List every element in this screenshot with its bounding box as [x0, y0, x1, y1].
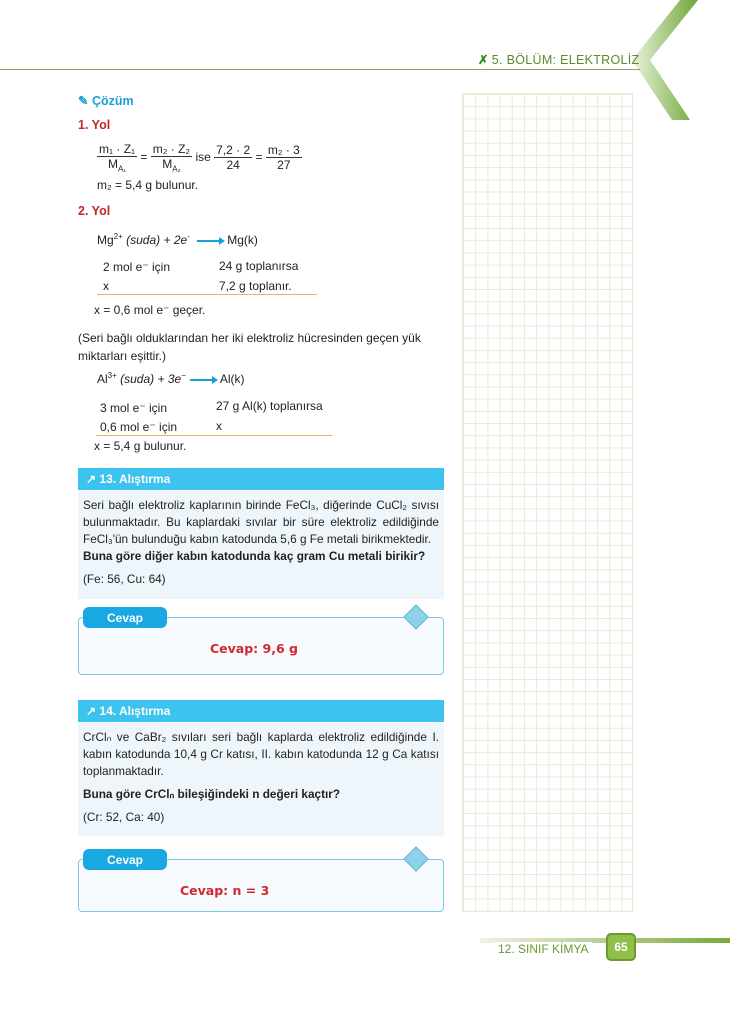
header-rule: [0, 69, 640, 70]
table-cell: 2 mol e⁻ için: [103, 260, 171, 274]
notes-grid: [462, 93, 633, 912]
share-icon: ↗: [86, 704, 97, 718]
solution-heading: ✎ Çözüm: [78, 94, 134, 108]
divider: [97, 294, 317, 295]
exercise-13-body: [78, 491, 444, 599]
share-icon: ↗: [86, 472, 97, 486]
way1-equation: $\frac{\text{m₁ · Z₁}}{M_{A_1}}$ = $\frac{\text{m₂ · Z₂}}{M_{A_2}}$ ise $\frac{7,2 \cdot 2}{24}$ = $\frac{\text{m₂ · 3}}{27}$: [99, 142, 300, 174]
exercise-14-body: [78, 723, 444, 836]
exercise-given: (Cr: 52, Ca: 40): [83, 810, 165, 824]
way2-result1: x = 0,6 mol e⁻ geçer.: [94, 303, 206, 317]
chapter-title: ✗ 5. BÖLÜM: ELEKTROLİZ: [478, 53, 640, 67]
table-cell: 24 g toplanırsa: [219, 259, 299, 273]
arrow-icon: [190, 379, 216, 381]
chapter-icon: ✗: [478, 53, 489, 67]
book-title: 12. SINIF KİMYA: [494, 942, 592, 956]
table-cell: 7,2 g toplanır.: [219, 279, 292, 293]
exercise-14-header: ↗ 14. Alıştırma: [78, 700, 444, 722]
table-cell: x: [103, 279, 109, 293]
divider: [96, 435, 332, 436]
page-number: 65: [606, 933, 636, 961]
exercise-text: Seri bağlı elektroliz kaplarının birinde FeCl₃, diğerinde CuCl₂ sıvısı bulunmaktadır. Bu kaplardaki sıvılar bir süre elektroliz edildiğinde FeCl₃'ün bulunduğu kabın katodunda 5,6 g Fe metali birikmektedir.: [83, 498, 439, 546]
reaction-al: $Al^{3+}$ (suda) + 3e− Al(k): [97, 371, 245, 386]
table-cell: 3 mol e⁻ için: [100, 401, 168, 415]
edit-icon: ✎: [78, 94, 89, 108]
answer-tab: Cevap: [83, 849, 167, 870]
note: (Seri bağlı olduklarından her iki elektroliz hücresinden geçen yük miktarları eşittir.): [78, 331, 421, 363]
way1-result: m₂ = 5,4 g bulunur.: [97, 178, 199, 192]
exercise-question: Buna göre diğer kabın katodunda kaç gram Cu metali birikir?: [83, 549, 426, 563]
table-cell: 27 g Al(k) toplanırsa: [216, 399, 323, 413]
answer-tab: Cevap: [83, 607, 167, 628]
way2-label: 2. Yol: [78, 204, 111, 218]
table-cell: 0,6 mol e⁻ için: [100, 420, 178, 434]
answer-text: Cevap: n = 3: [180, 883, 270, 898]
reaction-mg: $Mg^{2+}$ (suda) + 2e- Mg(k): [97, 232, 258, 247]
arrow-icon: [197, 240, 223, 242]
exercise-text: CrClₙ ve CaBr₂ sıvıları seri bağlı kaplarda elektroliz edildiğinde I. kabın katodunda 10,4 g Cr katısı, II. kabın katodunda 12 g Ca katısı toplanmaktadır.: [83, 730, 439, 778]
table-cell: x: [216, 419, 222, 433]
way2-result2: x = 5,4 g bulunur.: [94, 439, 187, 453]
exercise-question: Buna göre CrClₙ bileşiğindeki n değeri kaçtır?: [83, 787, 341, 801]
exercise-13-header: ↗ 13. Alıştırma: [78, 468, 444, 490]
answer-text: Cevap: 9,6 g: [210, 641, 298, 656]
exercise-given: (Fe: 56, Cu: 64): [83, 572, 166, 586]
way1-label: 1. Yol: [78, 118, 111, 132]
